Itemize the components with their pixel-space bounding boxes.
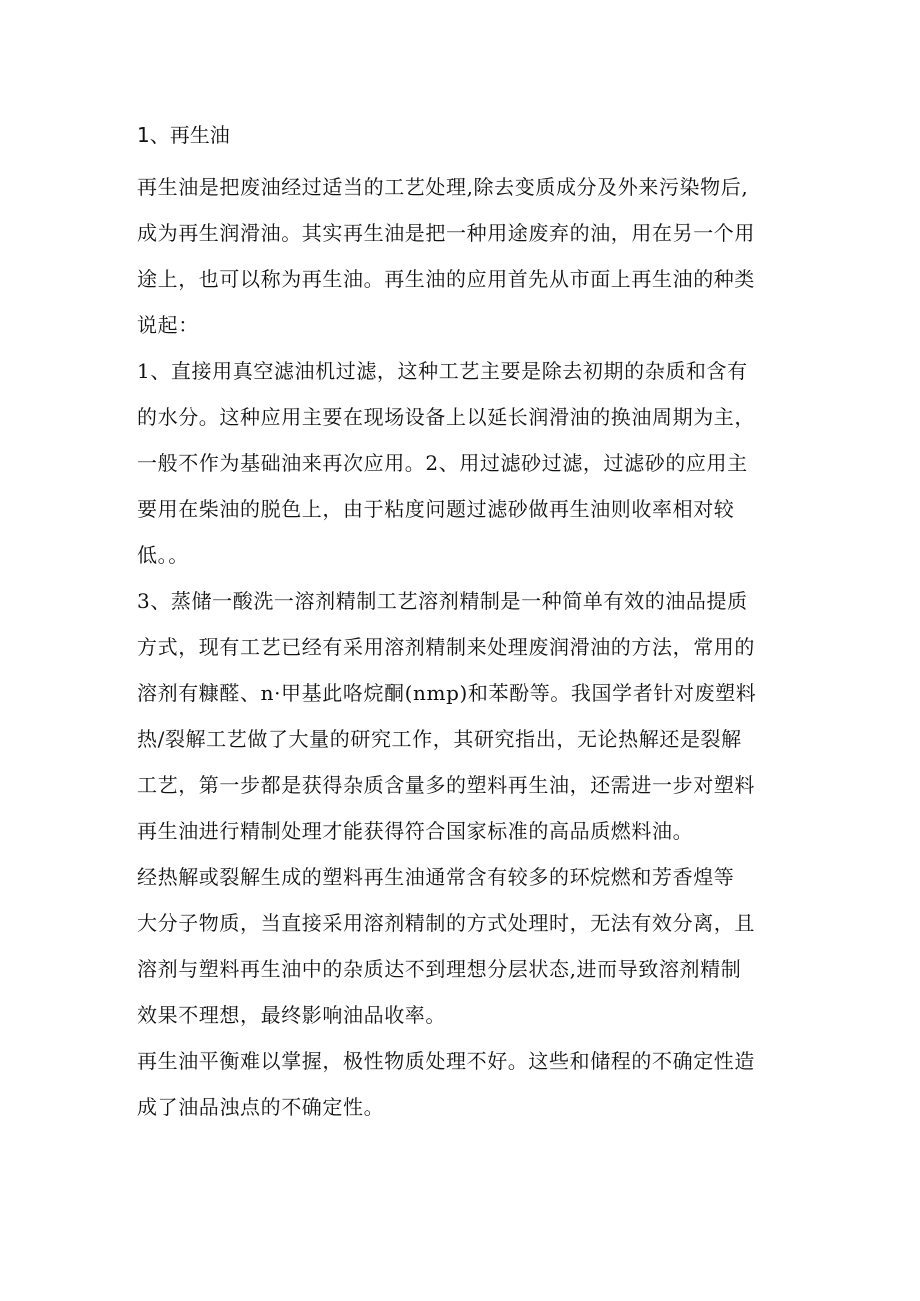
text-line: 溶剂与塑料再生油中的杂质达不到理想分层状态,进而导致溶剂精制 [137, 957, 742, 981]
paragraph-solvent-refining [137, 578, 797, 854]
text-line: 大分子物质，当直接采用溶剂精制的方式处理时，无法有效分离，且 [137, 911, 755, 935]
text-line: 经热解或裂解生成的塑料再生油通常含有较多的环烷燃和芳香煌等 [137, 865, 735, 889]
text-line: 再生油是把废油经过适当的工艺处理,除去变质成分及外来污染物后, [137, 175, 749, 199]
text-line: 方式，现有工艺已经有采用溶剂精制来处理废润滑油的方法，常用的 [137, 635, 755, 659]
text-line: 3、蒸储一酸洗一溶剂精制工艺溶剂精制是一种简单有效的油品提质 [137, 589, 748, 613]
paragraph-pyrolysis-issues [137, 854, 797, 1038]
text-line: 成了油品浊点的不确定性。 [137, 1095, 385, 1119]
text-line: 再生油平衡难以掌握，极性物质处理不好。这些和储程的不确定性造 [137, 1049, 755, 1073]
text-line: 说起： [137, 313, 199, 337]
text-line: 效果不理想，最终影响油品收率。 [137, 1003, 446, 1027]
paragraph-filtration-methods [137, 348, 797, 578]
text-line: 要用在柴油的脱色上，由于粘度问题过滤砂做再生油则收率相对较 [137, 497, 735, 521]
paragraph-conclusion [137, 1038, 797, 1130]
text-line: 溶剂有糠醛、n·甲基此咯烷酮(nmp)和苯酚等。我国学者针对废塑料 [137, 681, 757, 705]
text-line: 热/裂解工艺做了大量的研究工作，其研究指出，无论热解还是裂解 [137, 727, 742, 751]
text-line: 的水分。这种应用主要在现场设备上以延长润滑油的换油周期为主， [137, 405, 755, 429]
document-page [137, 118, 797, 1130]
text-line: 工艺，第一步都是获得杂质含量多的塑料再生油，还需进一步对塑料 [137, 773, 755, 797]
text-line: 成为再生润滑油。其实再生油是把一种用途废弃的油，用在另一个用 [137, 221, 755, 245]
text-line: 低。。 [137, 543, 189, 567]
text-line: 再生油进行精制处理才能获得符合国家标准的高品质燃料油。 [137, 819, 694, 843]
section-heading: 1、再生油 [137, 123, 230, 147]
paragraph-definition [137, 164, 797, 348]
text-line: 一般不作为基础油来再次应用。2、用过滤砂过滤，过滤砂的应用主 [137, 451, 748, 475]
text-line: 1、直接用真空滤油机过滤，这种工艺主要是除去初期的杂质和含有 [137, 359, 748, 383]
text-line: 途上，也可以称为再生油。再生油的应用首先从市面上再生油的种类 [137, 267, 755, 291]
